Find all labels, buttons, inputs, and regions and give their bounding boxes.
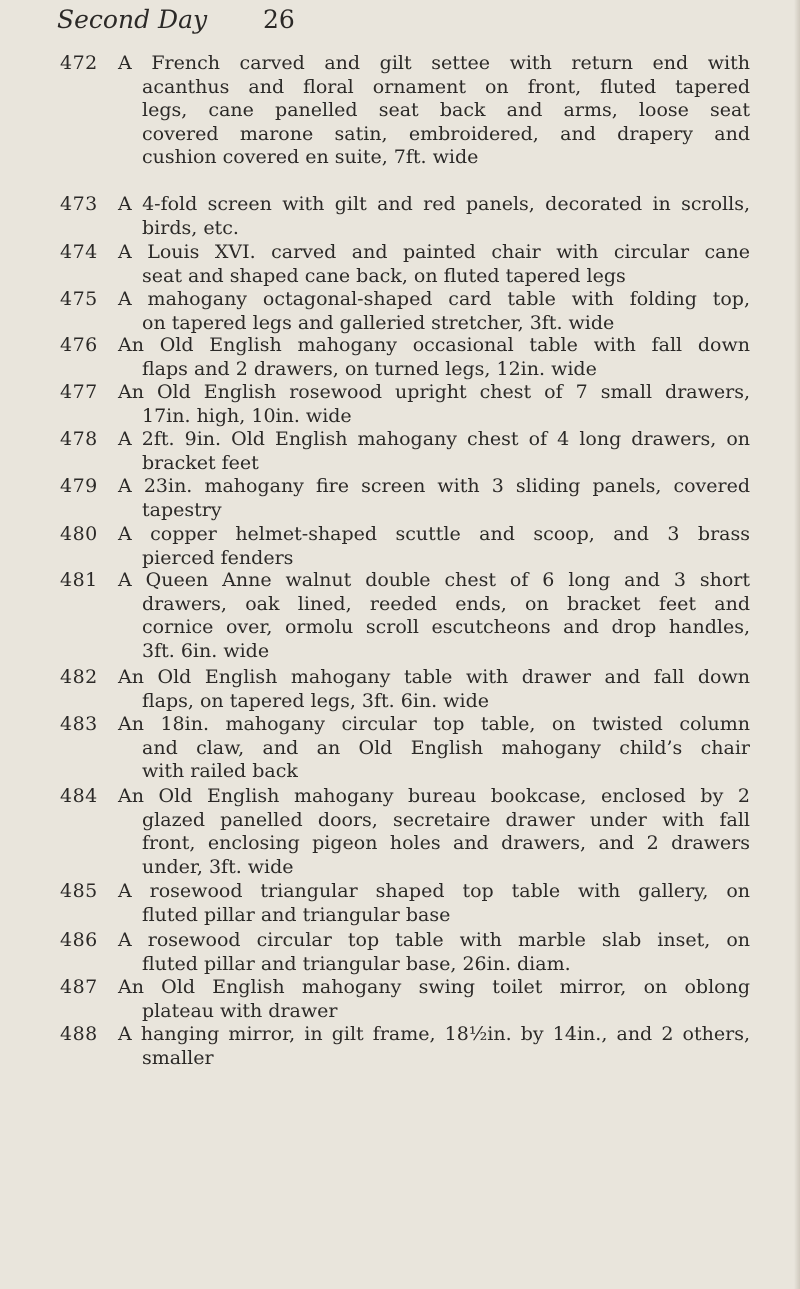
description-line: An 18in. mahogany circular top table, on twisted column	[118, 713, 750, 735]
page-header	[57, 5, 757, 41]
lot-description	[118, 569, 750, 663]
description-line: A hanging mirror, in gilt frame, 18½in. by 14in., and 2 others,	[118, 1023, 750, 1045]
description-line: An Old English rosewood upright chest of 7 small drawers,	[118, 381, 750, 403]
description-line: A French carved and gilt settee with return end with	[118, 52, 750, 74]
lot-number: 486	[60, 929, 98, 951]
description-line: under, 3ft. wide	[142, 855, 294, 878]
description-line: glazed panelled doors, secretaire drawer under with fall	[142, 808, 750, 831]
lot-number: 484	[60, 785, 98, 807]
page-edge	[794, 0, 800, 1289]
lot-number: 488	[60, 1023, 98, 1045]
description-line: A 4-fold screen with gilt and red panels, decorated in scrolls,	[118, 193, 750, 215]
description-line: 17in. high, 10in. wide	[142, 404, 352, 427]
lot-entry	[60, 1023, 750, 1070]
description-line: A 23in. mahogany fire screen with 3 sliding panels, covered	[118, 475, 750, 497]
lot-entry	[60, 785, 750, 879]
description-line: with railed back	[142, 760, 298, 782]
lot-number: 476	[60, 334, 98, 356]
description-line: 3ft. 6in. wide	[142, 639, 270, 662]
lot-description	[118, 785, 750, 879]
lot-entry	[60, 193, 750, 240]
lot-entry	[60, 523, 750, 570]
description-line: A Queen Anne walnut double chest of 6 long and 3 short	[118, 569, 750, 591]
description-line: An Old English mahogany bureau bookcase, enclosed by 2	[118, 785, 750, 807]
description-line: A copper helmet-shaped scuttle and scoop, and 3 brass	[118, 523, 750, 545]
description-line: smaller	[142, 1046, 214, 1069]
lot-entry	[60, 475, 750, 522]
lot-entry	[60, 929, 750, 976]
lot-entry	[60, 52, 750, 170]
description-line: bracket feet	[142, 451, 259, 474]
lot-description	[118, 334, 750, 381]
lot-entry	[60, 241, 750, 288]
lot-number: 482	[60, 666, 98, 688]
lot-description	[118, 880, 750, 927]
description-line: tapestry	[142, 498, 222, 521]
description-line: acanthus and floral ornament on front, fluted tapered	[142, 75, 750, 98]
lot-description	[118, 1023, 750, 1070]
lot-number: 487	[60, 976, 98, 998]
description-line: flaps, on tapered legs, 3ft. 6in. wide	[142, 689, 489, 712]
description-line: pierced fenders	[142, 546, 294, 569]
description-line: An Old English mahogany swing toilet mirror, on oblong	[118, 976, 750, 998]
lot-number: 474	[60, 241, 98, 263]
description-line: and claw, and an Old English mahogany child’s chair	[142, 736, 750, 759]
description-line: birds, etc.	[142, 216, 239, 239]
description-line: legs, cane panelled seat back and arms, loose seat	[142, 99, 750, 121]
description-line: cornice over, ormolu scroll escutcheons and drop handles,	[142, 616, 750, 638]
lot-number: 481	[60, 569, 98, 591]
page-number: 26	[263, 5, 295, 34]
description-line: fluted pillar and triangular base	[142, 903, 451, 926]
lot-number: 483	[60, 713, 98, 735]
lot-description	[118, 241, 750, 288]
lot-number: 477	[60, 381, 98, 403]
lot-number: 478	[60, 428, 98, 450]
lot-number: 472	[60, 52, 98, 74]
description-line: fluted pillar and triangular base, 26in. diam.	[142, 952, 571, 975]
description-line: seat and shaped cane back, on fluted tapered legs	[142, 264, 626, 287]
lot-entry	[60, 288, 750, 335]
description-line: plateau with drawer	[142, 999, 338, 1022]
description-line: A rosewood triangular shaped top table with gallery, on	[118, 880, 750, 902]
lot-description	[118, 929, 750, 976]
description-line: flaps and 2 drawers, on turned legs, 12in. wide	[142, 357, 597, 380]
lot-entry	[60, 666, 750, 713]
description-line: drawers, oak lined, reeded ends, on bracket feet and	[142, 592, 750, 615]
lot-number: 480	[60, 523, 98, 545]
lot-description	[118, 52, 750, 170]
lot-entry	[60, 976, 750, 1023]
description-line: front, enclosing pigeon holes and drawers, and 2 drawers	[142, 832, 750, 854]
lot-description	[118, 475, 750, 522]
lot-description	[118, 976, 750, 1023]
lot-entry	[60, 880, 750, 927]
lot-number: 473	[60, 193, 98, 215]
lot-description	[118, 381, 750, 428]
sale-day-title: Second Day	[57, 5, 208, 34]
lot-number: 475	[60, 288, 98, 310]
lot-description	[118, 713, 750, 784]
description-line: covered marone satin, embroidered, and drapery and	[142, 122, 750, 145]
description-line: cushion covered en suite, 7ft. wide	[142, 146, 479, 168]
lot-entry	[60, 334, 750, 381]
description-line: A 2ft. 9in. Old English mahogany chest of 4 long drawers, on	[118, 428, 750, 450]
lot-description	[118, 666, 750, 713]
lot-description	[118, 193, 750, 240]
description-line: A rosewood circular top table with marble slab inset, on	[118, 929, 750, 951]
description-line: An Old English mahogany table with drawer and fall down	[118, 666, 750, 688]
lot-entry	[60, 381, 750, 428]
lot-description	[118, 288, 750, 335]
lot-description	[118, 428, 750, 475]
lot-number: 485	[60, 880, 98, 902]
lot-entry	[60, 428, 750, 475]
lot-entry	[60, 569, 750, 663]
description-line: An Old English mahogany occasional table with fall down	[118, 334, 750, 356]
description-line: A mahogany octagonal-shaped card table with folding top,	[118, 288, 750, 310]
lot-description	[118, 523, 750, 570]
description-line: A Louis XVI. carved and painted chair with circular cane	[118, 241, 750, 263]
description-line: on tapered legs and galleried stretcher, 3ft. wide	[142, 311, 615, 334]
lot-number: 479	[60, 475, 98, 497]
lot-entry	[60, 713, 750, 784]
